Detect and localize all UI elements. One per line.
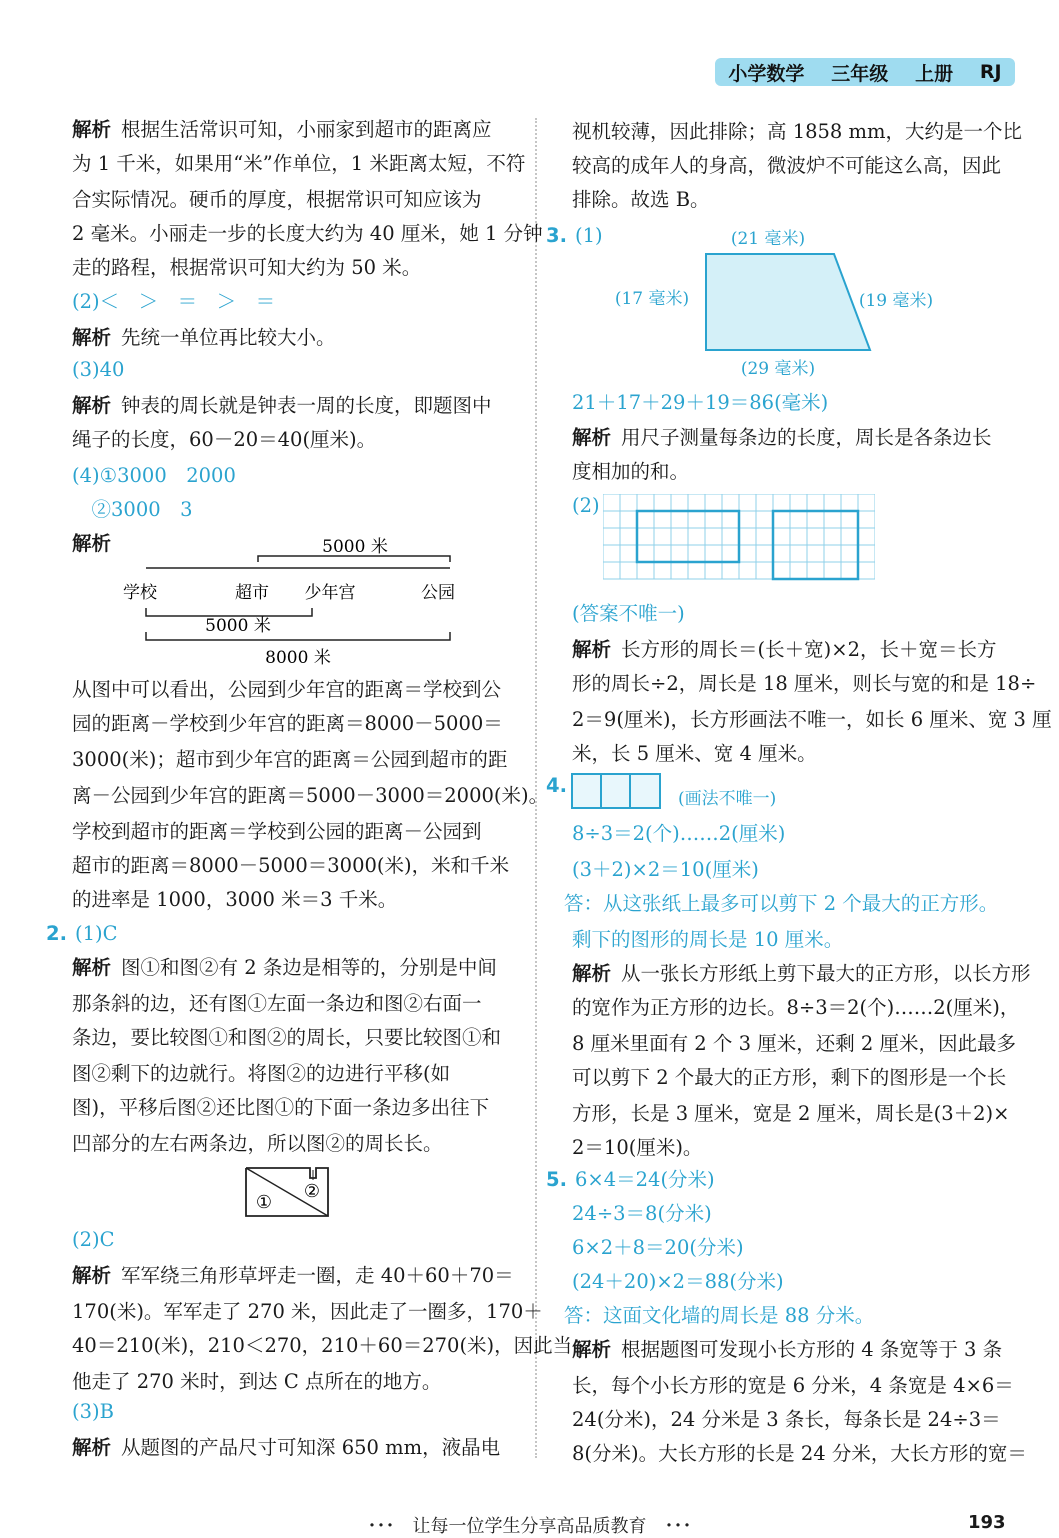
text-line — [546, 1166, 715, 1194]
header-term: 上册 — [915, 62, 954, 85]
body-text: 走的路程，根据常识可知大约为 50 米。 — [72, 256, 422, 279]
text-line — [72, 324, 336, 352]
text-line — [546, 222, 603, 250]
analysis-label: 解析 — [72, 1436, 112, 1459]
body-text: 合实际情况。硬币的厚度，根据常识可知应该为 — [72, 188, 482, 211]
text-line — [72, 1226, 115, 1254]
analysis-label: 解析 — [572, 1338, 612, 1361]
shape-compare-figure — [244, 1166, 332, 1218]
body-text: 军军绕三角形草坪走一圈，走 40＋60＋70＝ — [121, 1264, 514, 1287]
trap-left: (17 毫米) — [614, 289, 690, 309]
question-number: 3. — [546, 224, 567, 247]
question-number: 5. — [546, 1168, 567, 1191]
body-text: 离－公园到少年宫的距离＝5000－3000＝2000(米)。 — [72, 784, 549, 807]
text-line — [72, 710, 503, 738]
route-diagram — [110, 532, 470, 670]
paper-strip-figure — [570, 772, 840, 812]
body-text: 超市的距离＝8000－5000＝3000(米)，米和千米 — [72, 854, 510, 877]
answer-text: (2)C — [72, 1228, 115, 1251]
header-grade: 三年级 — [831, 62, 889, 85]
text-line — [572, 458, 689, 486]
body-text: 绳子的长度，60－20＝40(厘米)。 — [72, 428, 377, 451]
body-text: 先统一单位再比较大小。 — [121, 326, 336, 349]
body-text: 根据题图可发现小长方形的 4 条宽等于 3 条 — [621, 1338, 1003, 1361]
route-place-school: 学校 — [123, 583, 157, 603]
footer-slogan: ･･･ 让每一位学生分享高品质教育 ･･･ — [367, 1516, 692, 1537]
text-line — [72, 852, 509, 880]
answer-text: 6×4＝24(分米) — [574, 1168, 715, 1191]
text-line — [572, 1100, 1009, 1128]
body-text: 的宽作为正方形的边长。8÷3＝2(个)……2(厘米)， — [572, 996, 1020, 1019]
text-line — [572, 118, 1022, 146]
text-line — [572, 926, 843, 954]
text-line — [572, 186, 710, 214]
route-bottom-label: 8000 米 — [265, 648, 331, 668]
header-badge — [715, 58, 1015, 86]
text-line — [572, 1268, 784, 1296]
text-line — [572, 1440, 1027, 1468]
answer-text: (2) — [572, 494, 600, 517]
text-line — [572, 960, 1031, 988]
text-line — [72, 818, 482, 846]
shape-mark-1: ① — [255, 1192, 273, 1213]
analysis-label: 解析 — [72, 394, 112, 417]
body-text: 40＝210(米)，210＜270，210＋60＝270(米)，因此当 — [72, 1334, 573, 1357]
route-place-market: 超市 — [235, 583, 269, 603]
body-text: 图①和图②有 2 条边是相等的，分别是中间 — [121, 956, 497, 979]
route-mid-label: 5000 米 — [205, 616, 271, 636]
text-line — [72, 462, 236, 490]
trap-right: (19 毫米) — [858, 291, 934, 311]
body-text: 长，每个小长方形的宽是 6 分米，4 条宽是 4×6＝ — [572, 1374, 1014, 1397]
text-line — [46, 920, 118, 948]
body-text: 170(米)。军军走了 270 米，因此走了一圈多，170＋ — [72, 1300, 543, 1323]
text-line — [572, 636, 996, 664]
text-line — [72, 426, 376, 454]
body-text: 2＝10(厘米)。 — [572, 1136, 703, 1159]
route-place-park: 公园 — [421, 583, 455, 603]
answer-text: 答：从这张纸上最多可以剪下 2 个最大的正方形。 — [564, 892, 999, 915]
body-text: 钟表的周长就是钟表一周的长度，即题图中 — [121, 394, 492, 417]
body-text: 的进率是 1000，3000 米＝3 千米。 — [72, 888, 398, 911]
shape-mark-2: ② — [303, 1181, 321, 1202]
analysis-label: 解析 — [72, 532, 112, 555]
text-line — [72, 954, 497, 982]
answer-text: 剩下的图形的周长是 10 厘米。 — [572, 928, 844, 951]
text-line — [72, 1332, 572, 1360]
answer-text: (24＋20)×2＝88(分米) — [572, 1270, 784, 1293]
text-line — [72, 1060, 450, 1088]
text-line — [72, 1262, 514, 1290]
page-number: 193 — [968, 1512, 1006, 1533]
answer-text: 6×2＋8＝20(分米) — [572, 1236, 744, 1259]
body-text: 视机较薄，因此排除；高 1858 mm，大约是一个比 — [572, 120, 1023, 143]
body-text: 可以剪下 2 个最大的正方形，剩下的图形是一个长 — [572, 1066, 1007, 1089]
body-text: 根据生活常识可知，小丽家到超市的距离应 — [121, 118, 492, 141]
route-place-palace: 少年宫 — [304, 583, 356, 603]
body-text: 度相加的和。 — [572, 460, 690, 483]
text-line — [564, 1302, 874, 1330]
body-text: 用尺子测量每条边的长度，周长是各条边长 — [621, 426, 992, 449]
answer-text: 21＋17＋29＋19＝86(毫米) — [572, 391, 829, 414]
text-line — [572, 670, 1036, 698]
analysis-label: 解析 — [572, 426, 612, 449]
text-line — [572, 856, 759, 884]
body-text: 2＝9(厘米)，长方形画法不唯一，如长 6 厘米、宽 3 厘 — [572, 708, 1052, 731]
text-line — [572, 1064, 1006, 1092]
answer-text: 答：这面文化墙的周长是 88 分米。 — [564, 1304, 875, 1327]
body-text: 园的距离－学校到少年宫的距离＝8000－5000＝ — [72, 712, 503, 735]
text-line — [572, 492, 600, 520]
route-top-label: 5000 米 — [322, 537, 388, 557]
analysis-label: 解析 — [72, 118, 112, 141]
text-line — [572, 1336, 1002, 1364]
paper-note: (画法不唯一) — [678, 789, 777, 809]
body-text: 凹部分的左右两条边，所以图②的周长长。 — [72, 1132, 443, 1155]
text-line — [72, 1298, 543, 1326]
text-line — [572, 1134, 702, 1162]
text-line — [72, 676, 501, 704]
answer-text: (2)＜ ＞ ＝ ＞ ＝ — [72, 290, 276, 313]
body-text: 形的周长÷2，周长是 18 厘米，则长与宽的和是 18÷ — [572, 672, 1037, 695]
body-text: 米，长 5 厘米、宽 4 厘米。 — [572, 742, 817, 765]
analysis-label: 解析 — [572, 638, 612, 661]
body-text: 他走了 270 米时，到达 C 点所在的地方。 — [72, 1370, 442, 1393]
text-line — [572, 1372, 1014, 1400]
body-text: 图②剩下的边就行。将图②的边进行平移(如 — [72, 1062, 451, 1085]
text-line — [72, 1368, 441, 1396]
body-text: 图)，平移后图②还比图①的下面一条边多出往下 — [72, 1096, 490, 1119]
body-text: 条边，要比较图①和图②的周长，只要比较图①和 — [72, 1026, 502, 1049]
text-line — [572, 600, 685, 628]
text-line — [72, 990, 482, 1018]
text-line — [72, 392, 492, 420]
answer-text: (1) — [574, 224, 603, 247]
answer-text: (3)B — [72, 1400, 114, 1423]
text-line — [72, 1130, 443, 1158]
body-text: 8 厘米里面有 2 个 3 厘米，还剩 2 厘米，因此最多 — [572, 1032, 1017, 1055]
text-line — [572, 706, 1052, 734]
header-edition: RJ — [979, 61, 1002, 83]
answer-text: (答案不唯一) — [572, 602, 685, 625]
text-line — [72, 186, 482, 214]
text-line — [572, 1234, 744, 1262]
grid-rectangles-figure — [603, 494, 875, 594]
body-text: 从题图的产品尺寸可知深 650 mm，液晶电 — [121, 1436, 501, 1459]
text-line — [572, 152, 1001, 180]
text-line — [572, 1030, 1016, 1058]
answer-text: (3)40 — [72, 358, 125, 381]
text-line — [72, 220, 543, 248]
trapezoid-figure — [600, 222, 980, 384]
question-number: 4. — [546, 774, 567, 797]
text-line — [72, 746, 507, 774]
analysis-label: 解析 — [72, 956, 112, 979]
text-line — [72, 782, 548, 810]
text-line — [572, 740, 817, 768]
body-text: 从一张长方形纸上剪下最大的正方形，以长方形 — [621, 962, 1031, 985]
text-line — [572, 994, 1019, 1022]
text-line — [572, 1406, 1001, 1434]
answer-text: (3＋2)×2＝10(厘米) — [572, 858, 759, 881]
body-text: 为 1 千米，如果用“米”作单位，1 米距离太短，不符 — [72, 152, 526, 175]
body-text: 学校到超市的距离＝学校到公园的距离－公园到 — [72, 820, 482, 843]
body-text: 方形，长是 3 厘米，宽是 2 厘米，周长是(3＋2)× — [572, 1102, 1010, 1125]
body-text: 较高的成年人的身高，微波炉不可能这么高，因此 — [572, 154, 1002, 177]
text-line — [72, 886, 397, 914]
text-line — [564, 890, 998, 918]
text-line — [72, 496, 193, 524]
trap-top: (21 毫米) — [730, 229, 806, 249]
body-text: 排除。故选 B。 — [572, 188, 710, 211]
text-line — [72, 288, 275, 316]
answer-text: 24÷3＝8(分米) — [572, 1202, 712, 1225]
question-number: 2. — [46, 922, 67, 945]
text-line — [72, 1094, 489, 1122]
text-line — [572, 820, 785, 848]
analysis-label: 解析 — [572, 962, 612, 985]
text-line — [72, 1398, 114, 1426]
body-text: 长方形的周长＝(长＋宽)×2，长＋宽＝长方 — [621, 638, 997, 661]
trap-bottom: (29 毫米) — [740, 359, 816, 379]
text-line — [572, 389, 828, 417]
body-text: 24(分米)，24 分米是 3 条长，每条长是 24÷3＝ — [572, 1408, 1001, 1431]
answer-text: (4)①3000 2000 — [72, 464, 236, 487]
text-line — [72, 116, 492, 144]
analysis-label: 解析 — [72, 326, 112, 349]
text-line — [572, 1200, 712, 1228]
analysis-label: 解析 — [72, 1264, 112, 1287]
header-subject: 小学数学 — [728, 62, 805, 85]
text-line — [72, 356, 124, 384]
answer-text: (1)C — [74, 922, 118, 945]
text-line — [72, 1434, 500, 1462]
body-text: 从图中可以看出，公园到少年宫的距离＝学校到公 — [72, 678, 502, 701]
answer-text: ②3000 3 — [72, 498, 193, 521]
text-line — [572, 424, 992, 452]
answer-text: 8÷3＝2(个)……2(厘米) — [572, 822, 786, 845]
body-text: 2 毫米。小丽走一步的长度大约为 40 厘米，她 1 分钟 — [72, 222, 543, 245]
body-text: 那条斜的边，还有图①左面一条边和图②右面一 — [72, 992, 482, 1015]
text-line — [72, 150, 525, 178]
body-text: 8(分米)。大长方形的长是 24 分米，大长方形的宽＝ — [572, 1442, 1027, 1465]
text-line — [72, 254, 421, 282]
text-line — [72, 1024, 501, 1052]
body-text: 3000(米)；超市到少年宫的距离＝公园到超市的距 — [72, 748, 508, 771]
